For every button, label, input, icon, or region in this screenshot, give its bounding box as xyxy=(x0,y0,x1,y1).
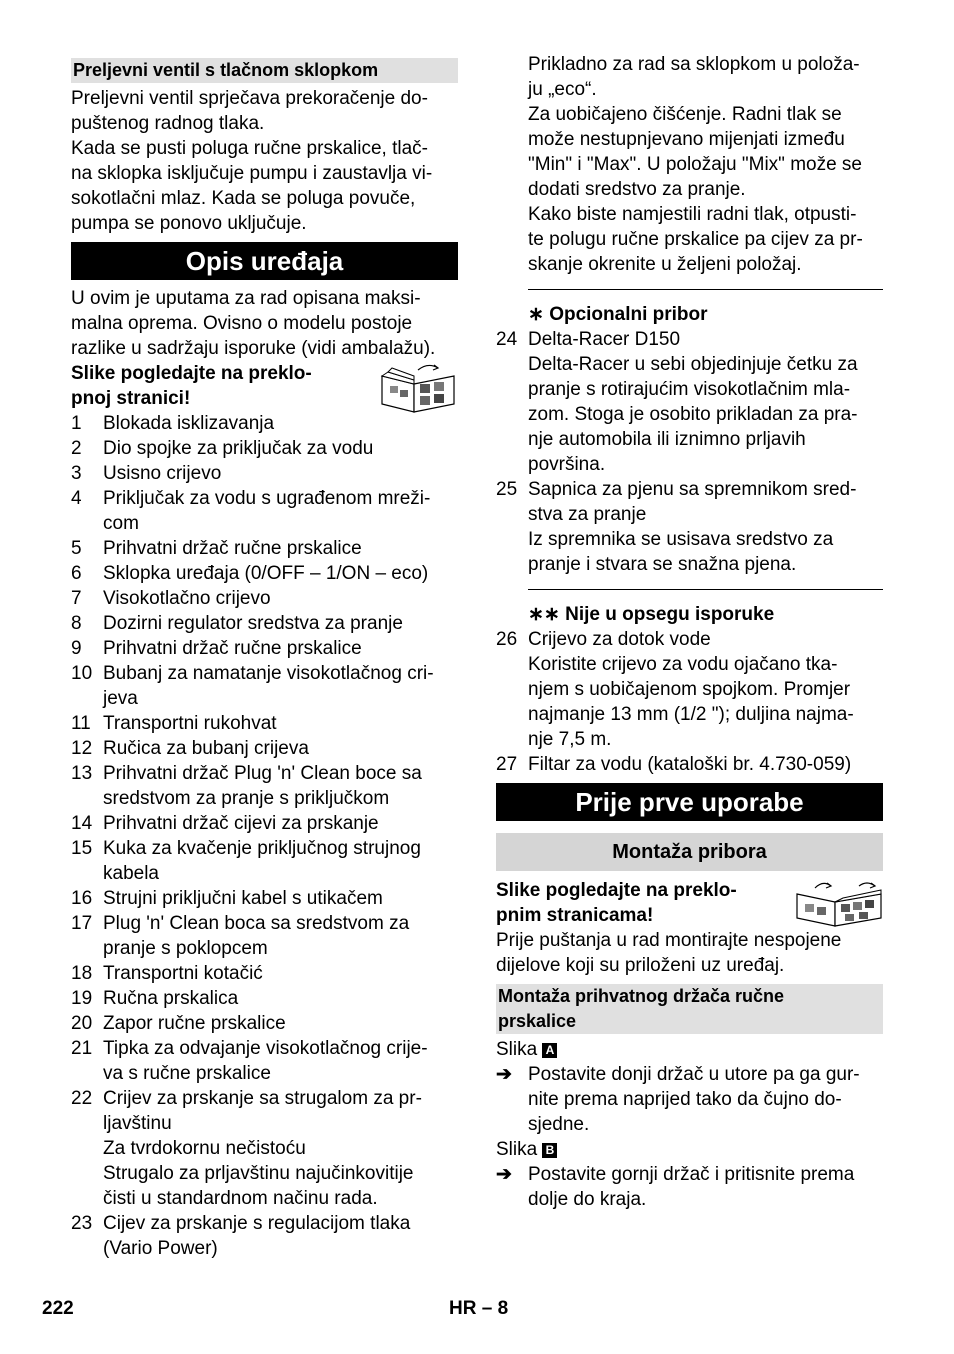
list-item: 11 Transportni rukohvat xyxy=(71,713,277,734)
list-item: 20 Zapor ručne prskalice xyxy=(71,1013,286,1034)
list-item: 22 Crijev za prskanje sa strugalom za pr- ljavštinu Za tvrdokornu nečistoću Strugalo za prljavštinu najučinkovitije čisti u standardnom načinu rada. xyxy=(71,1088,422,1209)
list-item: 24 Delta-Racer D150 Delta-Racer u sebi objedinjuje četku za pranje s rotirajućim visokotlačnim mla- zom. Stoga je osobito prikladan za pra- nje automobila ili iznimno prljavih površina. xyxy=(496,329,858,475)
figures-note: Slike pogledajte na preklo- pnoj stranici! xyxy=(71,363,312,409)
arrow-right-icon: ➔ xyxy=(496,1164,512,1185)
list-item: 5 Prihvatni držač ručne prskalice xyxy=(71,538,362,559)
list-item: 26 Crijevo za dotok vode Koristite crijevo za vodu ojačano tka- njem s uobičajenom spojkom. Promjer najmanje 13 mm (1/2 "); duljina najma- nje 7,5 m. xyxy=(496,629,854,750)
figure-a-badge: A xyxy=(542,1043,557,1058)
list-item: 2 Dio spojke za priključak za vodu xyxy=(71,438,374,459)
figure-a-ref: Slika A xyxy=(496,1037,883,1062)
list-item: 3 Usisno crijevo xyxy=(71,463,222,484)
list-item: 16 Strujni priključni kabel s utikačem xyxy=(71,888,383,909)
list-item: 6 Sklopka uređaja (0/OFF – 1/ON – eco) xyxy=(71,563,429,584)
section-ref: HR – 8 xyxy=(449,1298,509,1319)
list-item: 12 Ručica za bubanj crijeva xyxy=(71,738,309,759)
book-icon xyxy=(795,880,883,928)
list-item: 14 Prihvatni držač cijevi za prskanje xyxy=(71,813,379,834)
spray-lance-continued: Prikladno za rad sa sklopkom u položa- ju „eco“. Za uobičajeno čišćenje. Radni tlak se može nestupnjevano mijenjati između "Min" i "Max". U položaju "Mix" može se dodati sredstvo za pranje. Kako biste namjestili radni tlak, otpusti- te polugu ručne prskalice pa cijev za pr- skanje okrenite u željeni položaj. xyxy=(528,54,863,275)
list-item: 10 Bubanj za namatanje visokotlačnog cri- jeva xyxy=(71,663,434,709)
valve-heading: Preljevni ventil s tlačnom sklopkom xyxy=(71,58,458,83)
list-item: 9 Prihvatni držač ručne prskalice xyxy=(71,638,362,659)
figures-note: Slike pogledajte na preklo- pnim stranicama! xyxy=(496,880,737,926)
list-item: 27 Filtar za vodu (kataloški br. 4.730-059) xyxy=(496,754,852,775)
not-included-heading: ∗∗ Nije u opsegu isporuke xyxy=(528,604,775,625)
double-star-icon: ∗∗ xyxy=(528,604,560,625)
device-intro: U ovim je uputama za rad opisana maksi- malna oprema. Ovisno o modelu postoje razlike u sadržaju isporuke (vidi ambalažu). xyxy=(71,288,436,359)
list-item: 25 Sapnica za pjenu sa spremnikom sred- stva za pranje Iz spremnika se usisava sredstvo za pranje i stvara se snažna pjena. xyxy=(496,479,857,575)
optional-list xyxy=(496,327,883,577)
list-item: 23 Cijev za prskanje s regulacijom tlaka (Vario Power) xyxy=(71,1213,411,1259)
list-item: 7 Visokotlačno crijevo xyxy=(71,588,271,609)
list-item: 4 Priključak za vodu s ugrađenom mreži- com xyxy=(71,488,431,534)
list-item: 8 Dozirni regulator sredstva za pranje xyxy=(71,613,403,634)
page-number: 222 xyxy=(42,1298,74,1319)
figure-b-ref: Slika B xyxy=(496,1137,883,1162)
list-item: 19 Ručna prskalica xyxy=(71,988,239,1009)
parts-list xyxy=(71,411,458,1261)
optional-heading: ∗ Opcionalni pribor xyxy=(528,304,708,325)
holder-heading: Montaža prihvatnog držača ručne prskalice xyxy=(496,984,883,1034)
subsection-title-montaza: Montaža pribora xyxy=(496,833,883,871)
list-item: 15 Kuka za kvačenje priključnog strujnog kabela xyxy=(71,838,421,884)
not-included-list xyxy=(496,627,883,777)
divider xyxy=(528,289,883,290)
figure-b-badge: B xyxy=(542,1143,557,1158)
arrow-right-icon: ➔ xyxy=(496,1064,512,1085)
list-item: 1 Blokada isklizavanja xyxy=(71,413,275,434)
valve-text: Preljevni ventil sprječava prekoračenje do- puštenog radnog tlaka. Kada se pusti poluga ručne prskalice, tlač- na sklopka isključuje pumpu i zaustavlja vi- sokotlačni mlaz. Kada se poluga povuče, pumpa se ponovo uključuje. xyxy=(71,88,433,234)
section-title-opis: Opis uređaja xyxy=(71,242,458,280)
list-item: 18 Transportni kotačić xyxy=(71,963,263,984)
list-item: 17 Plug 'n' Clean boca sa sredstvom za pranje s poklopcem xyxy=(71,913,410,959)
mount-intro: Prije puštanja u rad montirajte nespojene dijelove koji su priloženi uz uređaj. xyxy=(496,930,842,976)
step-a: ➔ Postavite donji držač u utore pa ga gur- nite prema naprijed tako da čujno do- sjedne. xyxy=(496,1064,860,1135)
section-title-prije: Prije prve uporabe xyxy=(496,783,883,821)
divider xyxy=(528,589,883,590)
list-item: 21 Tipka za odvajanje visokotlačnog crije- va s ručne prskalice xyxy=(71,1038,428,1084)
step-b: ➔ Postavite gornji držač i pritisnite prema dolje do kraja. xyxy=(496,1164,855,1210)
book-icon xyxy=(378,362,458,414)
star-icon: ∗ xyxy=(528,304,544,325)
list-item: 13 Prihvatni držač Plug 'n' Clean boce sa sredstvom za pranje s priključkom xyxy=(71,763,422,809)
